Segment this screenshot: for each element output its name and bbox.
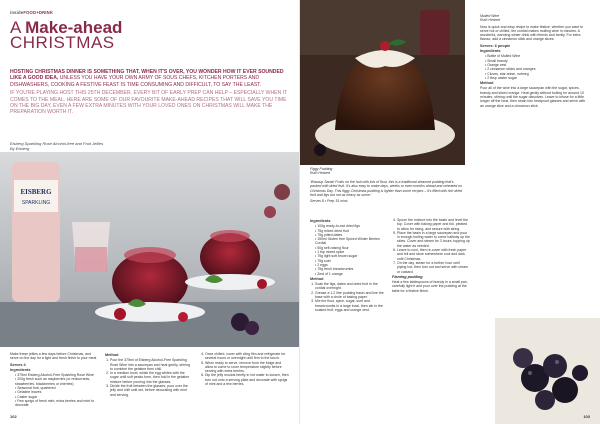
pudding-method-list-2 bbox=[392, 218, 470, 274]
bottle-brand: EISBERG bbox=[20, 188, 52, 196]
mulled-wine-title: Mulled Wine bbox=[480, 14, 500, 18]
list-item: • Cloves, star anise, nutmeg bbox=[485, 72, 590, 76]
photo-caption bbox=[10, 142, 103, 151]
jelly-ingredients-list bbox=[10, 373, 98, 407]
list-item: • Small brandy bbox=[485, 59, 590, 63]
mulled-wine-photo-art bbox=[495, 318, 600, 424]
headline-line2: CHRISTMAS bbox=[10, 33, 115, 52]
jelly-intro-column bbox=[10, 352, 98, 408]
mulled-wine-method: Pour all of the wine into a large saucepan with the sugar, spices, brandy and sliced orange. Heat gently without boiling for around 10 minutes, stirring until the sugar dissolves. Leave to infuse for a little longer off the heat, then strain into heatproof glasses and serve with an orange slice and a cinnamon stick. bbox=[480, 86, 586, 108]
list-item: • 2 cinnamon sticks and oranges bbox=[485, 67, 590, 71]
list-item: • Orange zest bbox=[485, 63, 590, 67]
jelly-method-heading: Method bbox=[105, 353, 119, 357]
pudding-caption bbox=[310, 167, 460, 176]
pudding-intro: 'Wassup Santa! Fruits on the hob with lots of flour, this is a traditional steamed pudding that's packed with dried fruit. It's also easy to make days, weeks or even months ahead and reheated on Christmas Day. This figgy Christmas pudding is lighter than some recipes – it's filled with rich dried fruit and figs but not as heavy as some.' bbox=[310, 180, 463, 197]
pudding-makes: Serves 8 • Prep 15 mins bbox=[310, 199, 348, 204]
section-label-inside: inside bbox=[10, 10, 24, 15]
list-item: • 200g fresh such as raspberries (or redcurrants, strawberries, blackberries or cherries) bbox=[15, 377, 98, 386]
mulled-wine-method-heading: Method bbox=[480, 81, 494, 86]
list-item: • Zest of 1 orange bbox=[315, 272, 386, 276]
list-item: 5. When ready to serve, remove from the fridge and allow to come to room temperature slightly before serving with extra berries. bbox=[205, 361, 290, 374]
headline-bold: Make-ahead bbox=[25, 18, 123, 37]
pudding-method-column bbox=[392, 218, 470, 295]
list-item: 2. Grease a 1.2 litre pudding basin and line the base with a circle of baking paper. bbox=[315, 291, 386, 300]
photo-caption-credit: By Eisberg bbox=[10, 145, 30, 151]
pudding-method-heading: Method bbox=[310, 276, 324, 281]
jelly-method-list-2 bbox=[200, 352, 290, 386]
list-item: • 50g self-raising flour bbox=[315, 246, 386, 250]
section-label bbox=[10, 10, 53, 15]
mulled-wine-column bbox=[480, 14, 590, 110]
standfirst bbox=[10, 69, 290, 118]
jelly-serves: Serves 4 bbox=[10, 362, 26, 367]
section-label-category: FOOD+DRINK bbox=[23, 10, 54, 15]
pudding-ingredients-heading: Ingredients bbox=[310, 219, 331, 223]
jelly-method-list bbox=[105, 358, 193, 397]
mulled-wine-intro: Now is quick and easy recipe to make festive, whether you want to serve hot or chilled, the cordial makes mulling wine in minutes. A wonderful, warming winter drink with friends and family. For extra flavour, add a cinnamon stick and orange slices. bbox=[480, 24, 584, 42]
pudding-ingredients-list bbox=[310, 224, 386, 276]
list-item: • 2 eggs bbox=[315, 263, 386, 267]
jelly-ingredients-heading: Ingredients bbox=[10, 367, 31, 372]
page-number-left: 102 bbox=[10, 414, 17, 419]
photo-caption-title: Eisberg Sparkling Rosé Alcohol-free and Fruit Jellies bbox=[10, 141, 104, 146]
list-item: 2. In a medium bowl, whisk the egg whites with the sugar until soft peaks form, then fold in the gelatine mixture before pouring into the glasses. bbox=[110, 371, 193, 384]
pudding-photo-art bbox=[300, 0, 465, 165]
pudding-tip-heading: Flaming pudding bbox=[392, 274, 423, 279]
list-item: • 75g pitted dates bbox=[315, 233, 386, 237]
jellies-photo-art bbox=[0, 152, 299, 347]
pudding-caption-credit: Ruth Herbert bbox=[310, 171, 331, 176]
list-item: 1. Soak the figs, dates and dried fruit in the cordial overnight. bbox=[315, 282, 386, 291]
mulled-wine-ingredients-list bbox=[480, 54, 590, 80]
list-item: 6. Leave to cool, then re-cover with fresh paper and foil and store somewhere cool and dark until Christmas. bbox=[397, 248, 470, 261]
list-item: • 1 tsp mixed spice bbox=[315, 250, 386, 254]
list-item: 5. Place the basin in a large saucepan and pour in enough boiling water to come halfway up the sides. Cover and steam for 3 hours, topping up the water as needed. bbox=[397, 231, 470, 248]
list-item: • Seasonal fruit, quartered bbox=[15, 386, 98, 390]
list-item: • Gelatine leaves bbox=[15, 390, 98, 394]
list-item: • 100g ready-to-eat dried figs bbox=[315, 224, 386, 228]
list-item: • 75g fresh breadcrumbs bbox=[315, 267, 386, 271]
pudding-caption-title: Figgy Pudding bbox=[310, 167, 333, 171]
headline-prefix: A bbox=[10, 18, 26, 37]
list-item: 4. Once chilled, cover with cling film and refrigerate for several hours or overnight until firm to the touch. bbox=[205, 352, 290, 361]
list-item: 4. Spoon the mixture into the basin and level the top. Cover with baking paper and foil, pleated to allow for rising, and secure with string. bbox=[397, 218, 470, 231]
list-item: • 75g light soft brown sugar bbox=[315, 254, 386, 258]
jellies-photo bbox=[0, 152, 299, 347]
pudding-intro-block bbox=[310, 180, 465, 205]
standfirst-lead: HOSTING CHRISTMAS DINNER IS SOMETHING THAT, WHEN IT'S OVER, YOU WONDER HOW IT EVER SOUNDED LIKE A GOOD IDEA, bbox=[10, 69, 284, 82]
list-item: • Bottle of Mulled Wine bbox=[485, 54, 590, 58]
list-item: • 150ml Gluten free Spiced Winter Berries Cordial bbox=[315, 237, 386, 246]
list-item: • 2 tbsp caster sugar bbox=[485, 76, 590, 80]
mulled-wine-serves: Serves: 6 people bbox=[480, 43, 511, 48]
list-item: • 375ml Eisberg Alcohol-Free Sparkling Rosé Wine bbox=[15, 373, 98, 377]
jelly-method-column bbox=[105, 352, 193, 397]
mulled-wine-credit: Ruth Herbert bbox=[480, 18, 501, 23]
standfirst-lead-rest: UNLESS YOU HAVE YOUR OWN ARMY OF SOUS CHEFS, KITCHEN PORTERS AND DISHWASHERS, COOKING A FESTIVE FEAST IS TIME CONSUMING AND DIFFICULT, TO SAY THE LEAST. bbox=[10, 75, 262, 88]
list-item: • Caster sugar bbox=[15, 395, 98, 399]
pudding-photo bbox=[300, 0, 465, 165]
list-item: • Few sprigs of fresh mint, extra berries and mint to decorate bbox=[15, 399, 98, 408]
pudding-tip: Heat a few tablespoons of brandy in a small pan, carefully light it and pour over the pudding at the table for a festive finish. bbox=[392, 280, 468, 293]
mulled-wine-photo bbox=[495, 318, 600, 424]
mulled-wine-ingredients-heading: Ingredients bbox=[480, 49, 501, 54]
page-number-right: 103 bbox=[583, 414, 590, 419]
list-item: 3. Mix the flour, spice, sugar, suet and breadcrumbs in a large bowl, then stir in the soaked fruit, eggs and orange zest. bbox=[315, 299, 386, 312]
right-page bbox=[300, 0, 600, 424]
jelly-method-column-2 bbox=[200, 352, 290, 386]
bottle-product: SPARKLING bbox=[21, 200, 51, 206]
pudding-ingredients-column bbox=[310, 218, 386, 312]
list-item: • 75g suet bbox=[315, 259, 386, 263]
jelly-intro: Make these jellies a few days before Christmas, and serve on the day for a light and fresh finish to your meal. bbox=[10, 352, 98, 361]
pudding-method-list bbox=[310, 282, 386, 312]
list-item: 1. Pour the 375ml of Eisberg Alcohol-Free Sparkling Rosé Wine into a saucepan and heat gently, stirring to combine the gelatine then chill. bbox=[110, 358, 193, 371]
standfirst-body: IF YOU'RE PLAYING HOST THIS 25TH DECEMBER, EVERY BIT OF EARLY PREP CAN HELP – ESPECIALLY WHEN IT COMES TO THE MEAL. HERE ARE SOME OF OUR FAVOURITE MAKE-AHEAD RECIPES THAT WILL SAVE YOU TIME ON THE BIG DAY, EVEN A FEW EXTRA MINUTES WITH YOUR LOVED ONES ON CHRISTMAS WILL MAKE THE PREPARATION WORTH IT. bbox=[10, 90, 288, 116]
list-item: 3. Divide the fruit between the glasses, pour over the jelly and chill until set, before decorating with mint and serving. bbox=[110, 384, 193, 397]
list-item: 6. Dip the jelly moulds briefly in hot water to loosen, then turn out onto a serving plate and decorate with sprigs of mint and a few berries. bbox=[205, 373, 290, 386]
list-item: 7. On the day, steam for a further hour until piping hot, then turn out and serve with cream or custard. bbox=[397, 261, 470, 274]
list-item: • 75g mixed dried fruit bbox=[315, 229, 386, 233]
